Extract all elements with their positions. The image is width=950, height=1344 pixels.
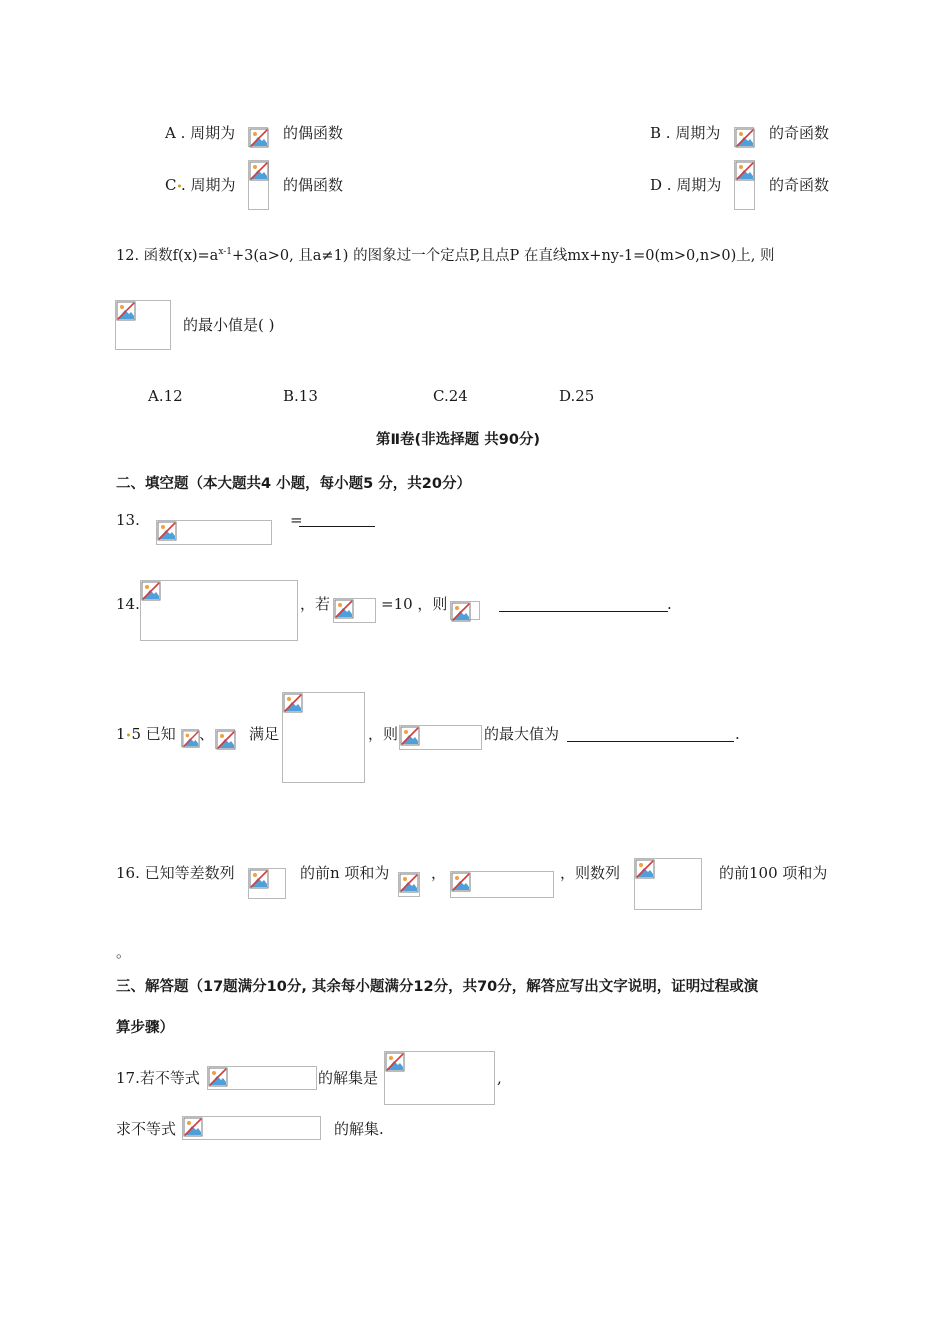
- q15-separator: 、: [199, 725, 215, 743]
- broken-image-icon: [735, 161, 755, 181]
- formula-image-q13: [156, 520, 272, 545]
- formula-image-q16-sequence: [248, 868, 286, 899]
- broken-image-icon: [735, 128, 755, 148]
- broken-image-icon: [249, 128, 269, 148]
- q13-number: 13.: [116, 511, 140, 529]
- q17-text-a: 17.若不等式: [116, 1069, 200, 1087]
- q12-option-d: D.25: [559, 387, 595, 405]
- q11-option-d-prefix: D . 周期为: [650, 176, 722, 194]
- q11-option-c-letter-text: C: [165, 176, 177, 194]
- q16-text-d: 的前100 项和为: [719, 864, 828, 882]
- q11-option-c-suffix: 的偶函数: [283, 176, 344, 194]
- q17-text-c: 求不等式: [116, 1120, 177, 1138]
- q16-text-c: ，则数列: [560, 864, 621, 882]
- formula-image-q16-condition: [450, 871, 554, 898]
- q12-stem: [116, 246, 774, 266]
- formula-image-q15-constraints: [282, 692, 365, 783]
- q15-period: .: [735, 725, 740, 743]
- q12-option-a: A.12: [148, 387, 183, 405]
- q16-comma: ，: [431, 864, 447, 882]
- q14-equals-ten: =10 ，则: [381, 595, 448, 613]
- q15-number: [116, 724, 176, 747]
- broken-image-icon: [385, 1052, 405, 1072]
- broken-image-icon: [249, 161, 269, 181]
- broken-image-icon: [182, 730, 200, 748]
- q12-stem-part-b: +3(a>0, 且a≠1) 的图象过一个定点P,且点P 在直线mx+ny-1=0(m>0,n>0)上, 则: [232, 248, 775, 264]
- broken-image-icon: [216, 730, 236, 750]
- q14-period: .: [667, 595, 672, 613]
- q17-text-d: 的解集.: [334, 1120, 384, 1138]
- broken-image-icon: [183, 1117, 203, 1137]
- q16-text-b: 的前n 项和为: [300, 864, 390, 882]
- mark-dot: •: [125, 731, 132, 742]
- q11-option-c-letter: [165, 175, 182, 198]
- q12-stem-part-a: 12. 函数f(x)=a: [116, 248, 219, 264]
- q15-number-b: 5 已知: [131, 725, 176, 743]
- q17-comma: ,: [497, 1069, 502, 1087]
- q14-if-text: ，若: [300, 595, 331, 613]
- q15-answer-blank: [567, 741, 734, 742]
- formula-image-b-period: [734, 127, 754, 147]
- formula-image-q15-var-x: [181, 729, 199, 747]
- q15-then: ，则: [368, 725, 399, 743]
- q14-answer-blank: [499, 611, 668, 612]
- broken-image-icon: [208, 1067, 228, 1087]
- q12-exponent: x-1: [218, 247, 233, 257]
- formula-image-q12-expression: [115, 300, 171, 350]
- solve-header-line1: 三、解答题（17题满分10分, 其余每小题满分12分，共70分，解答应写出文字说明，证明过程或演: [116, 979, 759, 995]
- formula-image-q15-objective: [399, 725, 482, 750]
- fill-in-header: 二、填空题（本大题共4 小题，每小题5 分，共20分）: [116, 476, 471, 492]
- formula-image-a-period: [248, 127, 268, 147]
- q11-option-d-suffix: 的奇函数: [769, 176, 830, 194]
- q15-number-a: 1: [116, 725, 126, 743]
- q11-option-b-suffix: 的奇函数: [769, 124, 830, 142]
- broken-image-icon: [157, 521, 177, 541]
- q11-option-a-suffix: 的偶函数: [283, 124, 344, 142]
- broken-image-icon: [141, 581, 161, 601]
- formula-image-q17-inequality: [207, 1066, 317, 1090]
- q14-number: 14.: [116, 595, 140, 613]
- formula-image-q16-new-sequence: [634, 858, 702, 910]
- q11-option-c-prefix: . 周期为: [181, 176, 236, 194]
- q17-text-b: 的解集是: [318, 1069, 379, 1087]
- q16-text-a: 16. 已知等差数列: [116, 864, 235, 882]
- formula-image-q14-function: [140, 580, 298, 641]
- formula-image-q14-target: [450, 601, 480, 620]
- formula-image-q16-sum: [398, 872, 420, 897]
- q11-option-a-prefix: A . 周期为: [165, 124, 236, 142]
- broken-image-icon: [451, 602, 471, 622]
- q13-equals: =: [290, 511, 303, 529]
- formula-image-q14-condition: [333, 598, 376, 623]
- broken-image-icon: [399, 873, 419, 893]
- formula-image-q17-target-inequality: [182, 1116, 321, 1140]
- solve-header-line2: 算步骤）: [116, 1020, 174, 1036]
- broken-image-icon: [334, 599, 354, 619]
- broken-image-icon: [400, 726, 420, 746]
- q13-answer-blank: [299, 526, 375, 527]
- formula-image-d-period: [734, 160, 755, 210]
- q12-option-b: B.13: [283, 387, 318, 405]
- q11-option-b-prefix: B . 周期为: [650, 124, 721, 142]
- broken-image-icon: [249, 869, 269, 889]
- broken-image-icon: [116, 301, 136, 321]
- formula-image-c-period: [248, 160, 269, 210]
- mark-dot: •: [176, 182, 183, 193]
- formula-image-q15-var-y: [215, 729, 235, 749]
- q15-max-text: 的最大值为: [484, 725, 560, 743]
- q15-satisfy: 满足: [249, 725, 280, 743]
- broken-image-icon: [635, 859, 655, 879]
- broken-image-icon: [451, 872, 471, 892]
- q12-question-text: 的最小值是( ): [183, 316, 275, 334]
- q16-end-mark: 。: [116, 943, 132, 961]
- q12-option-c: C.24: [433, 387, 468, 405]
- section-2-title: 第Ⅱ卷(非选择题 共90分): [376, 432, 541, 448]
- broken-image-icon: [283, 693, 303, 713]
- formula-image-q17-solution-set: [384, 1051, 495, 1105]
